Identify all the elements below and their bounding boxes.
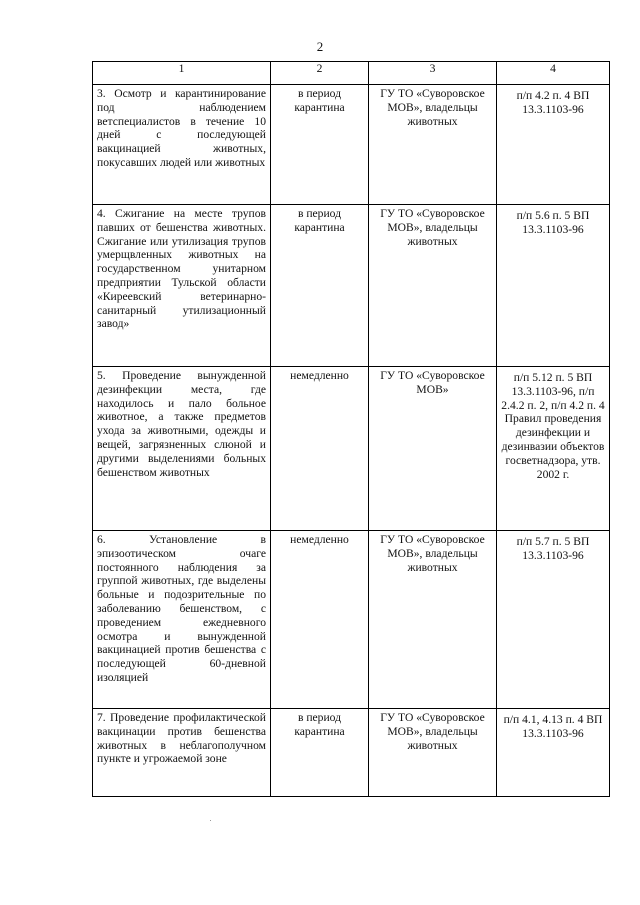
table-row [93, 531, 610, 709]
column-header: 3 [369, 62, 497, 85]
reference-cell: п/п 5.12 п. 5 ВП 13.3.1103-96, п/п 2.4.2 п. 2, п/п 4.2 п. 4 Правил проведения дезинфекции и дезинвазии объектов госветнадзора, утв. 2002 г. [497, 367, 610, 531]
term-cell: в период карантина [271, 205, 369, 367]
term-cell: немедленно [271, 531, 369, 709]
executor-cell: ГУ ТО «Суворовское МОВ» [369, 367, 497, 531]
header-row [93, 62, 610, 85]
table-row [93, 205, 610, 367]
action-cell: 6. Установление в эпизоотическом очаге постоянного наблюдения за группой животных, где выделены больные и подозрительные по заболеванию бешенством, с проведением ежедневного осмотра и вынужденной вакцинацией против бешенства с последующей 60-дневной изоляцией [93, 531, 271, 709]
term-cell: в период карантина [271, 85, 369, 205]
executor-cell: ГУ ТО «Суворовское МОВ», владельцы животных [369, 531, 497, 709]
column-header: 4 [497, 62, 610, 85]
executor-cell: ГУ ТО «Суворовское МОВ», владельцы животных [369, 85, 497, 205]
scan-speck [210, 820, 211, 821]
table-row [93, 709, 610, 797]
action-cell: 4. Сжигание на месте трупов павших от бешенства животных. Сжигание или утилизация трупов умерщвленных животных на государственном унитарном предприятии Тульской области «Киреевский ветеринарно-санитарный утилизационный завод» [93, 205, 271, 367]
column-header: 1 [93, 62, 271, 85]
reference-cell: п/п 4.1, 4.13 п. 4 ВП 13.3.1103-96 [497, 709, 610, 797]
reference-cell: п/п 4.2 п. 4 ВП 13.3.1103-96 [497, 85, 610, 205]
action-cell: 7. Проведение профилактической вакцинации против бешенства животных в неблагополучном пункте и угрожаемой зоне [93, 709, 271, 797]
executor-cell: ГУ ТО «Суворовское МОВ», владельцы животных [369, 205, 497, 367]
column-header: 2 [271, 62, 369, 85]
action-cell: 5. Проведение вынужденной дезинфекции места, где находилось и пало больное животное, а также предметов ухода за животными, одежды и вещей, загрязненных слюной и другими выделениями больных бешенством животных [93, 367, 271, 531]
executor-cell: ГУ ТО «Суворовское МОВ», владельцы животных [369, 709, 497, 797]
table-row [93, 85, 610, 205]
action-cell: 3. Осмотр и карантинирование под наблюдением ветспециалистов в течение 10 дней с последующей вакцинацией животных, покусавших людей или животных [93, 85, 271, 205]
measures-table [92, 61, 610, 797]
term-cell: немедленно [271, 367, 369, 531]
table-row [93, 367, 610, 531]
page-number: 2 [316, 39, 324, 54]
term-cell: в период карантина [271, 709, 369, 797]
reference-cell: п/п 5.7 п. 5 ВП 13.3.1103-96 [497, 531, 610, 709]
reference-cell: п/п 5.6 п. 5 ВП 13.3.1103-96 [497, 205, 610, 367]
